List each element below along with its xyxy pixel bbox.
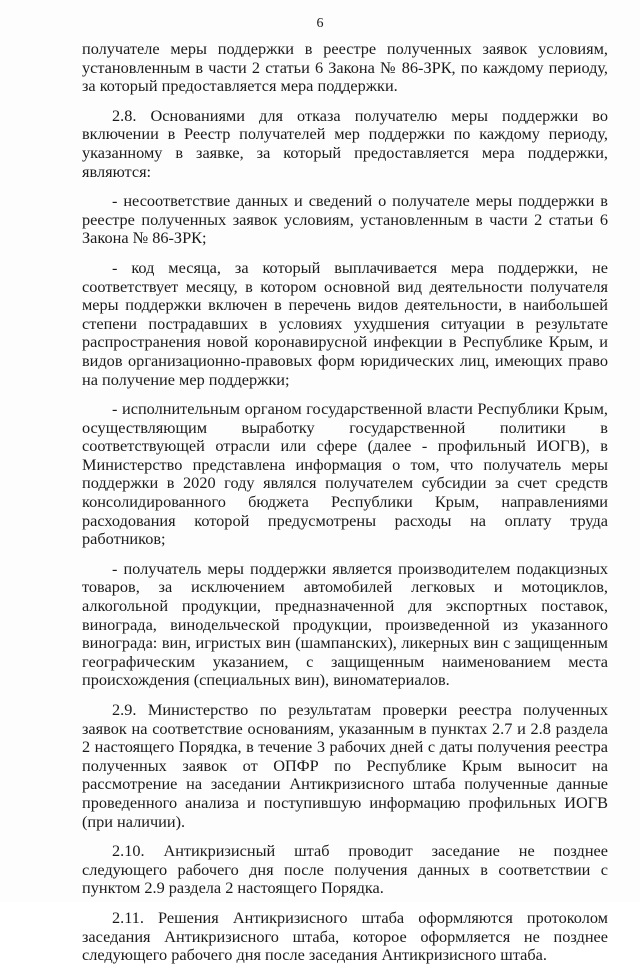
document-body	[82, 40, 608, 965]
page-number: 6	[316, 16, 324, 31]
paragraph-2-10: 2.10. Антикризисный штаб проводит заседание не позднее следующего рабочего дня после получения данных в соответствии с пунктом 2.9 раздела 2 настоящего Порядка.	[82, 841, 608, 898]
list-item-subsidy-recipient: - исполнительным органом государственной власти Республики Крым, осуществляющим выработку государственной политики в соответствующей отрасли или сфере (далее - профильный ИОГВ), в Министерство представлена информация о том, что получатель меры поддержки в 2020 году являлся получателем субсидии за счет средств консолидированного бюджета Республики Крым, направлениями расходования которой предусмотрены расходы на оплату труда работников;	[82, 399, 608, 549]
paragraph-2-11: 2.11. Решения Антикризисного штаба оформляются протоколом заседания Антикризисного штаба, которое оформляется не позднее следующего рабочего дня после заседания Антикризисного штаба.	[82, 907, 608, 965]
list-item-data-mismatch: - несоответствие данных и сведений о получателе меры поддержки в реестре полученных заявок условиям, установленным в части 2 статьи 6 Закона № 86-ЗРК;	[82, 191, 608, 248]
list-item-month-code: - код месяца, за который выплачивается мера поддержки, не соответствует месяцу, в котором основной вид деятельности получателя меры поддержки включен в перечень видов деятельности, в наибольшей степени пострадавших в условиях ухудшения ситуации в результате распространения новой коронавирусной инфекции в Республике Крым, и видов организационно-правовых форм юридических лиц, имеющих право на получение мер поддержки;	[82, 257, 608, 389]
list-item-excise-producer: - получатель меры поддержки является производителем подакцизных товаров, за исключением автомобилей легковых и мотоциклов, алкогольной продукции, предназначенной для экспортных поставок, винограда, винодельческой продукции, произведенной из указанного винограда: вин, игристых вин (шампанских), ликерных вин с защищенным географическим указанием, с защищенным наименованием места происхождения (специальных вин), виноматериалов.	[82, 558, 608, 690]
paragraph-continuation: получателе меры поддержки в реестре полученных заявок условиям, установленным в части 2 статьи 6 Закона № 86-ЗРК, по каждому периоду, за который предоставляется мера поддержки.	[82, 39, 608, 96]
paragraph-2-9: 2.9. Министерство по результатам проверки реестра полученных заявок на соответствие основаниям, указанным в пунктах 2.7 и 2.8 раздела 2 настоящего Порядка, в течение 3 рабочих дней с даты получения реестра полученных заявок от ОПФР по Республике Крым выносит на рассмотрение на заседании Антикризисного штаба полученные данные проведенного анализа и поступившую информацию профильных ИОГВ (при наличии).	[82, 700, 608, 831]
paragraph-2-8: 2.8. Основаниями для отказа получателю меры поддержки во включении в Реестр получателей мер поддержки по каждому периоду, указанному в заявке, за который предоставляется мера поддержки, являются:	[82, 105, 608, 181]
